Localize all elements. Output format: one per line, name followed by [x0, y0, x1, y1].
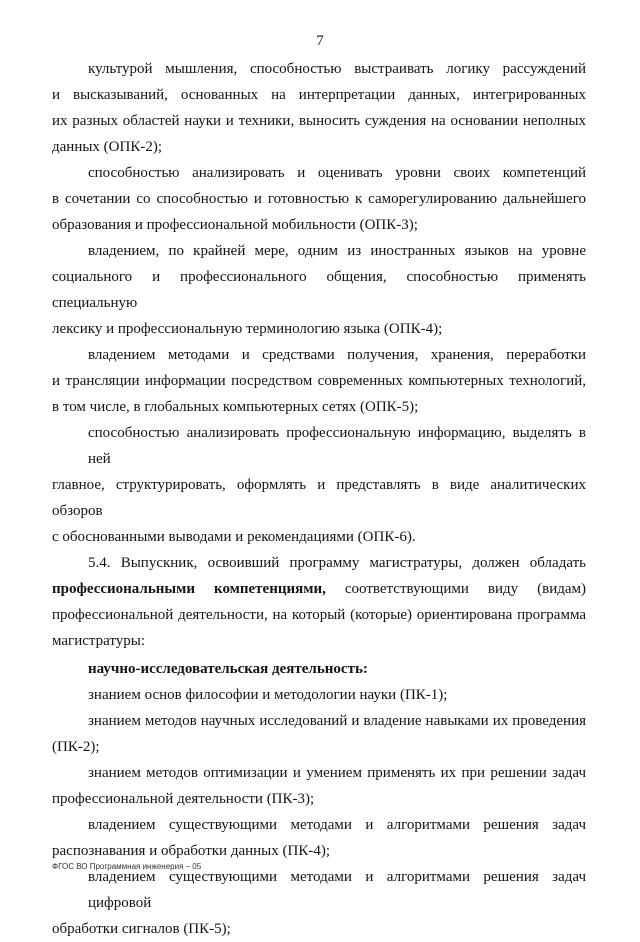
- competency-pk-5: [52, 864, 586, 942]
- document-body: [52, 56, 586, 942]
- text-line: способностью анализировать профессиональную информацию, выделять в ней: [88, 425, 586, 467]
- text-line: владением методами и средствами получения, хранения, переработки: [88, 347, 586, 363]
- bold-phrase: профессиональными компетенциями,: [52, 581, 326, 597]
- paragraph-opk-2: [52, 56, 586, 160]
- text-line: их разных областей науки и техники, выносить суждения на основании неполных: [52, 113, 586, 129]
- text-line: владением существующими методами и алгоритмами решения задач цифровой: [88, 869, 586, 911]
- page-footer: ФГОС ВО Программная инженерия – 05: [52, 862, 202, 871]
- text-line: знанием методов оптимизации и умением применять их при решении задач: [88, 765, 586, 781]
- text-line: [52, 576, 586, 602]
- page-number: 7: [316, 33, 324, 49]
- paragraph-opk-5: [52, 342, 586, 420]
- paragraph-opk-3: [52, 160, 586, 238]
- text-line: знанием основ философии и методологии науки (ПК-1);: [88, 687, 448, 703]
- competency-pk-1: [52, 682, 586, 708]
- text-line: культурой мышления, способностью выстраивать логику рассуждений: [88, 61, 586, 77]
- text-fragment: соответствующими виду (видам): [344, 581, 586, 597]
- text-line: в том числе, в глобальных компьютерных сетях (ОПК-5);: [52, 399, 419, 415]
- section-5-4: [52, 550, 586, 654]
- text-line: способностью анализировать и оценивать уровни своих компетенций: [88, 165, 586, 181]
- text-line: профессиональной деятельности, на который (которые) ориентирована программа: [52, 607, 586, 623]
- text-line: профессиональной деятельности (ПК-3);: [52, 791, 315, 807]
- activity-heading: научно-исследовательская деятельность:: [88, 661, 368, 677]
- text-line: данных (ОПК-2);: [52, 139, 162, 155]
- text-line: обработки сигналов (ПК-5);: [52, 921, 231, 937]
- text-line: знанием методов научных исследований и владение навыками их проведения: [88, 713, 586, 729]
- text-line: и высказываний, основанных на интерпретации данных, интегрированных: [52, 87, 586, 103]
- competency-pk-3: [52, 760, 586, 812]
- text-line: в сочетании со способностью и готовностью к саморегулированию дальнейшего: [52, 191, 586, 207]
- text-line: образования и профессиональной мобильности (ОПК-3);: [52, 217, 418, 233]
- text-line: владением существующими методами и алгоритмами решения задач: [88, 817, 586, 833]
- text-line: главное, структурировать, оформлять и представлять в виде аналитических обзоров: [52, 477, 586, 519]
- text-line: лексику и профессиональную терминологию языка (ОПК-4);: [52, 321, 443, 337]
- text-line: 5.4. Выпускник, освоивший программу магистратуры, должен обладать: [88, 555, 586, 571]
- text-line: социального и профессионального общения, способностью применять специальную: [52, 269, 586, 311]
- text-line: (ПК-2);: [52, 739, 100, 755]
- paragraph-opk-6: [52, 420, 586, 550]
- competency-pk-2: [52, 708, 586, 760]
- text-line: магистратуры:: [52, 633, 145, 649]
- text-line: владением, по крайней мере, одним из иностранных языков на уровне: [88, 243, 586, 259]
- paragraph-opk-4: [52, 238, 586, 342]
- text-line: с обоснованными выводами и рекомендациями (ОПК-6).: [52, 529, 416, 545]
- text-line: распознавания и обработки данных (ПК-4);: [52, 843, 330, 859]
- text-line: и трансляции информации посредством современных компьютерных технологий,: [52, 373, 586, 389]
- competency-pk-4: [52, 812, 586, 864]
